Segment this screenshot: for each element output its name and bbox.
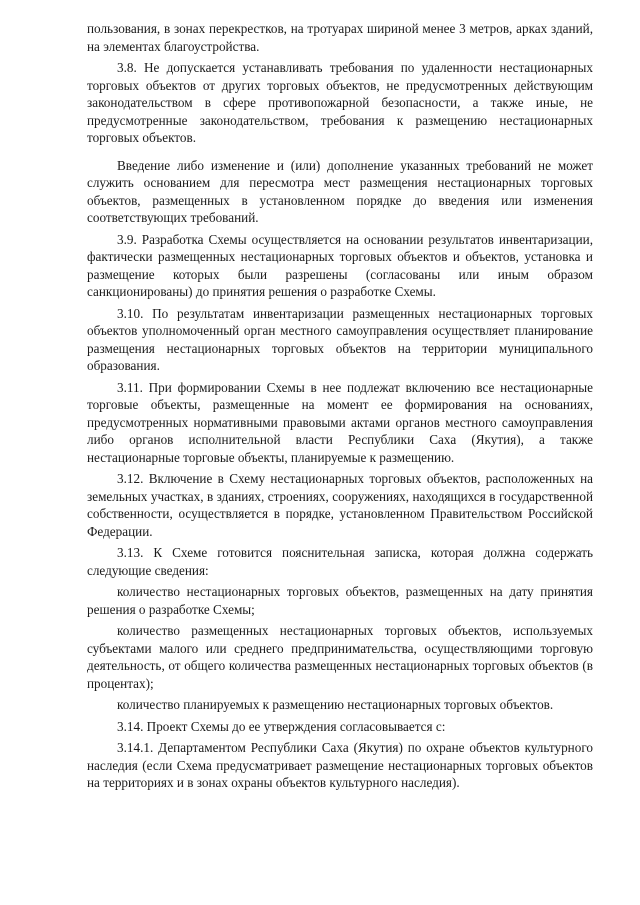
paragraph-3-8: 3.8. Не допускается устанавливать требования по удаленности нестационарных торговых объектов от других торговых объектов, не предусмотренных действующим законодательством в сфере противопожарной безопасности, а также иные, не предусмотренные законодательством, требования к размещению нестационарных торговых объектов. — [87, 60, 593, 145]
paragraph-3-13-item-3: количество планируемых к размещению нестационарных торговых объектов. — [117, 697, 554, 712]
paragraph-continuation: пользования, в зонах перекрестков, на тротуарах шириной менее 3 метров, арках зданий, на элементах благоустройства. — [87, 21, 593, 54]
paragraph-3-13: 3.13. К Схеме готовится пояснительная записка, которая должна содержать следующие сведения: — [87, 545, 593, 578]
paragraph-3-11: 3.11. При формировании Схемы в нее подлежат включению все нестационарные торговые объекты, размещенные на момент ее формирования на основаниях, предусмотренных нормативными правовыми актами органов местного самоуправления либо органов исполнительной власти Республики Саха (Якутия), а также нестационарные торговые объекты, планируемые к размещению. — [87, 379, 593, 465]
paragraph-3-14: 3.14. Проект Схемы до ее утверждения согласовывается с: — [117, 718, 446, 734]
paragraph-3-13-item-1: количество нестационарных торговых объектов, размещенных на дату принятия решения о разработке Схемы; — [87, 584, 593, 617]
document-body — [87, 20, 593, 792]
paragraph-3-8-note: Введение либо изменение и (или) дополнение указанных требований не может служить основанием для пересмотра мест размещения нестационарных торговых объектов, размещенных в установленном порядке до введения или изменения соответствующих требований. — [87, 157, 593, 225]
paragraph-3-9: 3.9. Разработка Схемы осуществляется на основании результатов инвентаризации, фактически размещенных нестационарных торговых объектов и объектов, установка и размещение которых были разрешены (согласованы или иным образом санкционированы) до принятия решения о разработке Схемы. — [87, 231, 593, 299]
paragraph-3-12: 3.12. Включение в Схему нестационарных торговых объектов, расположенных на земельных участках, в зданиях, строениях, сооружениях, находящихся в государственной собственности, осуществляется в порядке, установленном Правительством Российской Федерации. — [87, 471, 593, 539]
paragraph-3-13-item-2: количество размещенных нестационарных торговых объектов, используемых субъектами малого или среднего предпринимательства, осуществляющими торговую деятельность, от общего количества размещенных нестационарных торговых объектов (в процентах); — [87, 623, 593, 691]
paragraph-3-14-1: 3.14.1. Департаментом Республики Саха (Якутия) по охране объектов культурного наследия (если Схема предусматривает размещение нестационарных торговых объектов на территориях и в зонах охраны объектов культурного наследия). — [87, 740, 593, 790]
paragraph-3-10: 3.10. По результатам инвентаризации размещенных нестационарных торговых объектов уполномоченный орган местного самоуправления осуществляет планирование размещения нестационарных торговых объектов на территории муниципального образования. — [87, 305, 593, 373]
